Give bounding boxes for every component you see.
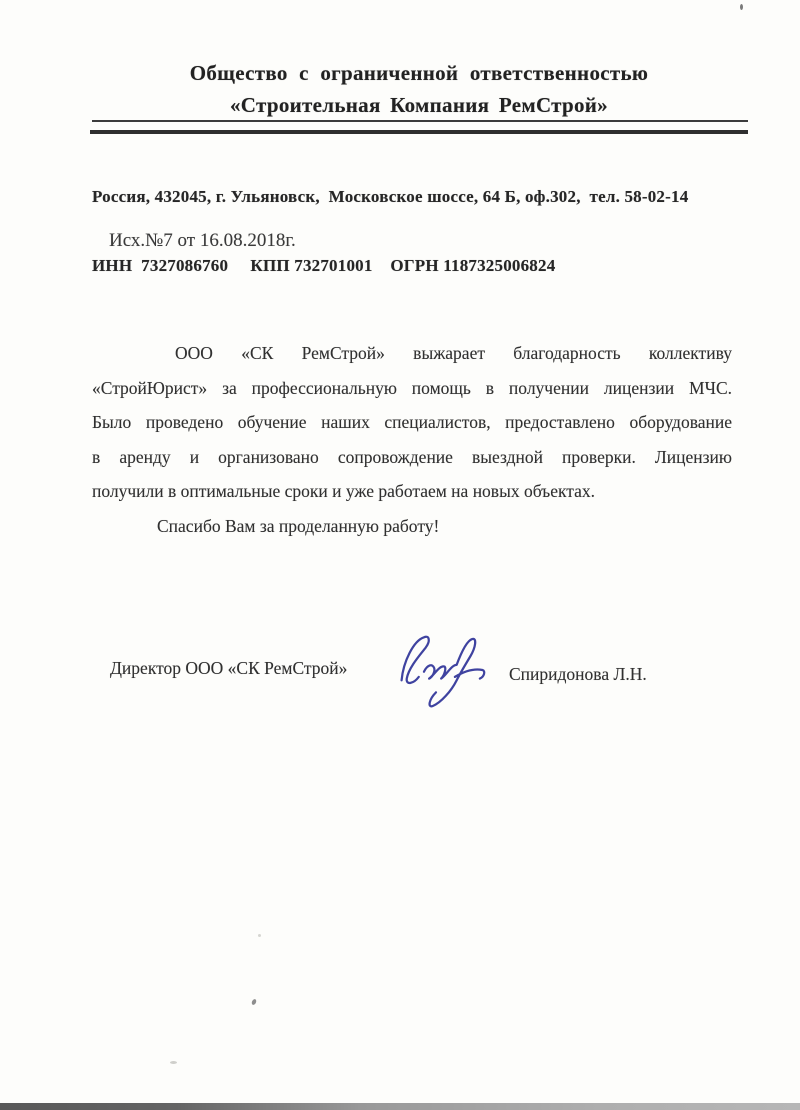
scan-speck: [258, 934, 261, 937]
handwritten-signature: [389, 627, 495, 713]
body-line: ООО «СК РемСтрой» выжарает благодарность коллективу: [175, 343, 732, 363]
signer-name: Спиридонова Л.Н.: [509, 664, 647, 684]
letterhead-divider-thick: [90, 130, 748, 134]
body-line: в аренду и организовано сопровождение выездной проверки. Лицензию: [92, 446, 732, 467]
scan-speck: [740, 4, 743, 10]
body-line: «СтройЮрист» за профессиональную помощь в получении лицензии МЧС.: [92, 377, 732, 398]
scan-edge-artifact: [0, 1103, 800, 1110]
scan-speck: [251, 998, 257, 1005]
body-line: Было проведено обучение наших специалистов, предоставлено оборудование: [92, 412, 732, 432]
letterhead: [90, 57, 748, 121]
outgoing-reference: Исх.№7 от 16.08.2018г.: [109, 230, 296, 251]
thanks-line: Спасибо Вам за проделанную работу!: [157, 515, 440, 536]
organization-name: Общество с ограниченной ответственностью: [189, 61, 649, 85]
scan-speck: [170, 1061, 177, 1064]
letter-body: [92, 336, 732, 543]
registration-line: ИНН 7327086760 КПП 732701001 ОГРН 1187325006824: [92, 256, 556, 275]
organization-name-quoted: «Строительная Компания РемСтрой»: [230, 93, 608, 117]
letterhead-divider-thin: [92, 120, 748, 122]
signature-stroke: [402, 637, 485, 707]
body-line: получили в оптимальные сроки и уже работаем на новых объектах.: [92, 481, 596, 501]
signer-title: Директор ООО «СК РемСтрой»: [110, 658, 348, 678]
address-line: Россия, 432045, г. Ульяновск, Московское шоссе, 64 Б, оф.302, тел. 58-02-14: [92, 187, 689, 206]
